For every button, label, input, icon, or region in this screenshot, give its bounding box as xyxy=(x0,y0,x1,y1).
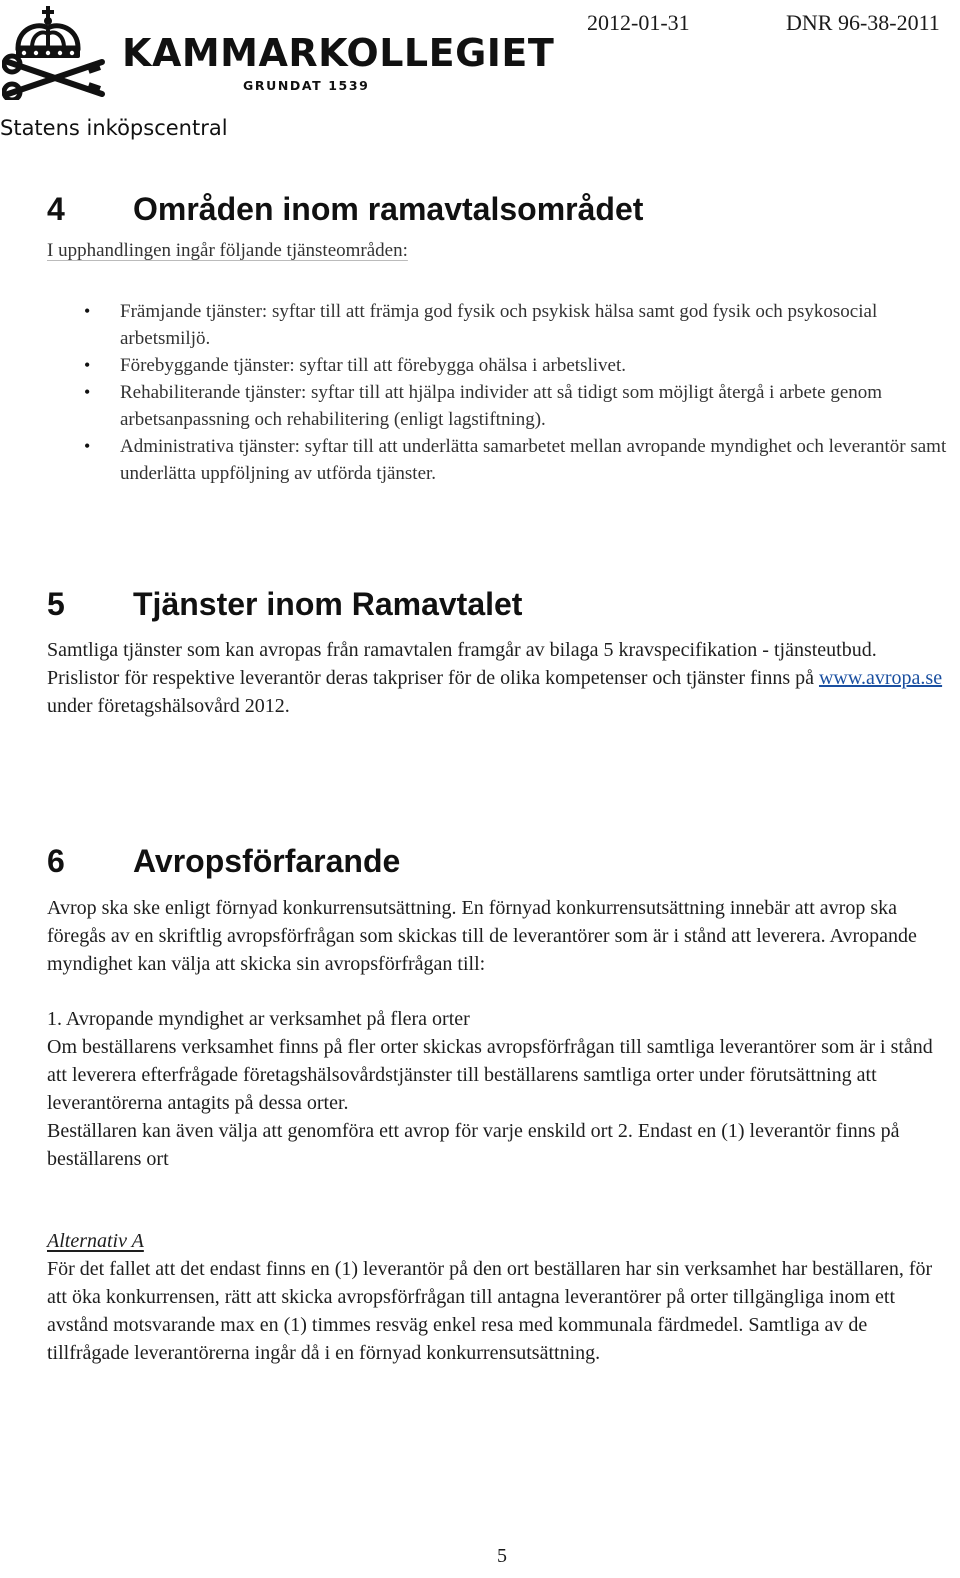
avropa-link[interactable]: www.avropa.se xyxy=(818,667,943,689)
unit-name: Statens inköpscentral xyxy=(0,116,228,140)
section-5-p2-end: under företagshälsovård 2012. xyxy=(47,695,290,717)
section-5-paragraph xyxy=(47,636,953,720)
list-item xyxy=(82,379,952,433)
item-1-text-2: Beställaren kan även välja att genomföra ett avrop för varje enskild ort 2. Endast en (1) leverantör finns på beställarens ort xyxy=(47,1120,900,1170)
section-4-number: 4 xyxy=(47,191,65,227)
item-1-heading: 1. Avropande myndighet ar verksamhet på flera orter xyxy=(47,1008,470,1030)
list-item-text: Rehabiliterande tjänster: syftar till att hjälpa individer att så tidigt som möjligt återgå i arbete genom arbetsanpassning och rehabilitering (enligt lagstiftning). xyxy=(120,382,883,430)
item-1-text: Om beställarens verksamhet finns på fler orter skickas avropsförfrågan till samtliga leverantörer som är i stånd att leverera efterfrågade företagshälsovårdstjänster till beställarens samtliga orter under förutsättning att leverantörerna antagits på dessa orter. xyxy=(47,1036,933,1114)
list-item xyxy=(82,352,952,379)
alternative-a-heading: Alternativ A xyxy=(47,1230,144,1252)
section-6-paragraph: Avrop ska ske enligt förnyad konkurrensutsättning. En förnyad konkurrensutsättning innebär att avrop ska föregås av en skriftlig avropsförfrågan som skickas till de leverantörer som är i stånd att leverera. Avropande myndighet kan välja att skicka sin avropsförfrågan till: xyxy=(47,897,917,975)
kammarkollegiet-crown-logo xyxy=(2,4,114,100)
list-item-text: Främjande tjänster: syftar till att främja god fysik och psykisk hälsa samt god fysik och psykosocial arbetsmiljö. xyxy=(120,301,878,349)
org-founded: GRUNDAT 1539 xyxy=(243,78,370,93)
section-5-p2-start: Prislistor för respektive leverantör deras takpriser för de olika kompetenser och tjänster finns på xyxy=(47,667,819,689)
document-date: 2012-01-31 xyxy=(587,10,690,35)
bullet-icon: • xyxy=(84,436,91,456)
list-item xyxy=(82,298,952,352)
section-5-number: 5 xyxy=(47,586,65,622)
list-item xyxy=(82,433,952,487)
section-4-title: Områden inom ramavtalsområdet xyxy=(133,191,644,227)
list-item-text: Förebyggande tjänster: syftar till att förebygga ohälsa i arbetslivet. xyxy=(120,355,626,376)
list-item-text: Administrativa tjänster: syftar till att underlätta samarbetet mellan avropande myndighet och leverantör samt underlätta uppföljning av utförda tjänster. xyxy=(120,436,947,484)
bullet-icon: • xyxy=(84,301,91,321)
alternative-a-text: För det fallet att det endast finns en (1) leverantör på den ort beställaren har sin verksamhet har beställaren, för att öka konkurrensen, rätt att skicka avropsförfrågan till antagna leverantörer på orter tillgängliga inom ett avstånd motsvarande max en (1) timmes resväg enkel resa med kommunala färdmedel. Samtliga av de tillfrågade leverantörerna ingår då i en förnyad konkurrensutsättning. xyxy=(47,1258,933,1364)
page-number: 5 xyxy=(497,1545,507,1567)
section-5-p1: Samtliga tjänster som kan avropas från ramavtalen framgår av bilaga 5 kravspecifikation - tjänsteutbud. xyxy=(47,639,877,661)
section-5-title: Tjänster inom Ramavtalet xyxy=(133,586,523,622)
section-4-intro: I upphandlingen ingår följande tjänsteområden: xyxy=(47,240,408,261)
section-6-item-1 xyxy=(47,1005,953,1173)
bullet-icon: • xyxy=(84,355,91,375)
bullet-icon: • xyxy=(84,382,91,402)
org-name: KAMMARKOLLEGIET xyxy=(122,31,555,75)
section-6-title: Avropsförfarande xyxy=(133,843,401,879)
service-area-list xyxy=(82,298,952,487)
alternative-a xyxy=(47,1227,953,1367)
document-dnr: DNR 96-38-2011 xyxy=(786,10,940,35)
section-6-number: 6 xyxy=(47,843,65,879)
